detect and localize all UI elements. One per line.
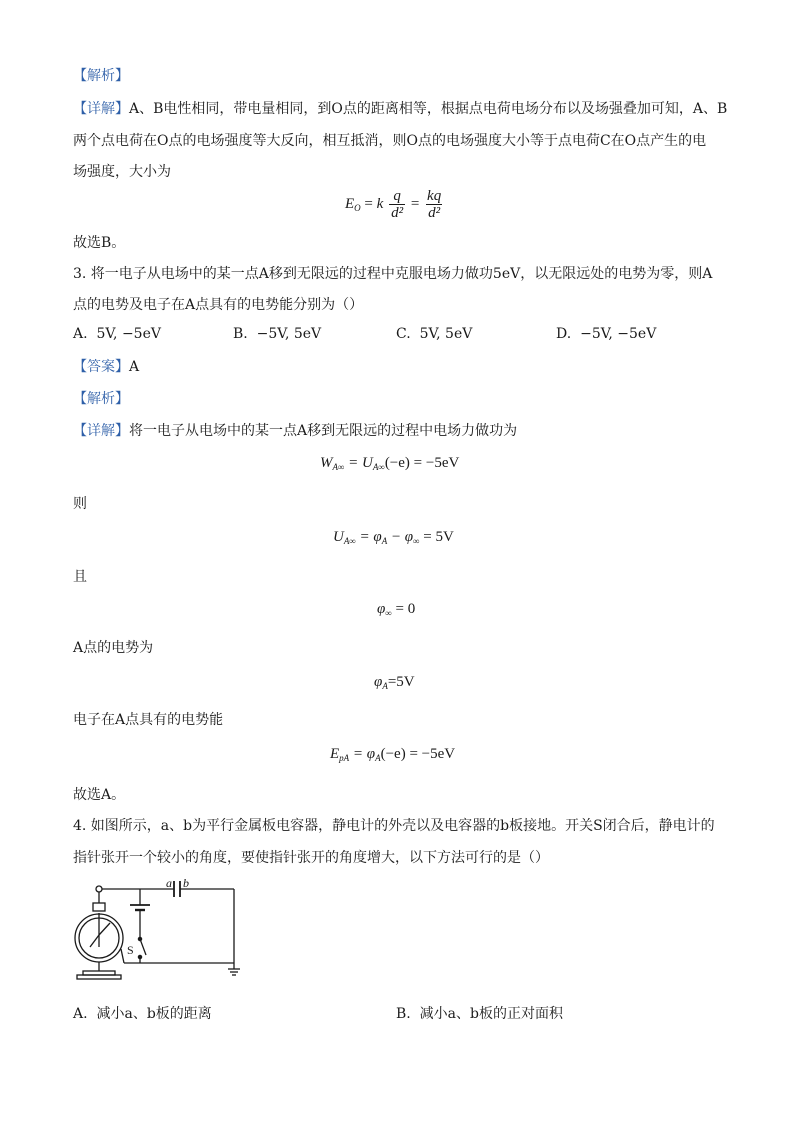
analysis-tag: 【解析】 bbox=[73, 68, 129, 84]
formula-rhs: (−e) = −5eV bbox=[384, 455, 460, 471]
formula-symbol: = φ bbox=[359, 529, 382, 545]
detail-tag: 【详解】 bbox=[73, 423, 129, 439]
formula-symbol: φ bbox=[374, 674, 383, 690]
formula-symbol: φ bbox=[377, 601, 386, 617]
option-text: 减小a、b板的正对面积 bbox=[419, 1006, 563, 1022]
terminal-ball bbox=[96, 886, 102, 892]
detail-text: 将一电子从电场中的某一点A移到无限远的过程中电场力做功为 bbox=[129, 423, 518, 439]
detail-tag: 【详解】 bbox=[73, 101, 129, 117]
formula-rhs: (−e) = −5eV bbox=[380, 746, 456, 762]
label-a: a bbox=[166, 876, 172, 890]
formula-subscript: A bbox=[381, 536, 388, 546]
option-text: −5V, −5eV bbox=[580, 326, 657, 342]
formula-subscript: ∞ bbox=[413, 536, 420, 546]
formula-symbol: k bbox=[376, 195, 384, 212]
formula-operator: = bbox=[410, 195, 420, 212]
electroscope-needle bbox=[99, 923, 110, 935]
formula-symbol: − φ bbox=[387, 529, 414, 545]
electroscope-insulator bbox=[93, 903, 105, 911]
option-text: −5V, 5eV bbox=[256, 326, 322, 342]
option-label: B. bbox=[396, 1006, 411, 1022]
option-c bbox=[396, 326, 472, 342]
fraction-denominator: d² bbox=[391, 205, 404, 221]
option-label: A. bbox=[73, 1006, 88, 1022]
detail-text: 场强度，大小为 bbox=[73, 164, 171, 180]
formula-subscript: ∞ bbox=[385, 608, 392, 618]
electroscope-needle bbox=[90, 935, 99, 947]
option-text: 5V, −5eV bbox=[96, 326, 161, 342]
fraction bbox=[389, 188, 405, 221]
formula-operator: = bbox=[364, 195, 373, 212]
answer-tag: 【答案】 bbox=[73, 359, 129, 375]
formula-subscript: A bbox=[382, 681, 388, 691]
question-stem: 点的电势及电子在A点具有的电势能分别为（） bbox=[73, 297, 364, 313]
option-label: A. bbox=[73, 326, 88, 342]
question-stem: 4. 如图所示，a、b为平行金属板电容器，静电计的外壳以及电容器的b板接地。开关S闭合后，静电计的 bbox=[73, 818, 715, 834]
analysis-tag: 【解析】 bbox=[73, 391, 129, 407]
fraction-numerator: q bbox=[393, 188, 401, 204]
formula-symbol: U bbox=[333, 529, 344, 545]
potential-energy-equation bbox=[330, 746, 455, 763]
fraction bbox=[425, 188, 443, 221]
fraction-numerator: kq bbox=[427, 188, 442, 204]
label-s: S bbox=[127, 943, 134, 957]
formula-rhs: = 0 bbox=[391, 601, 416, 617]
answer-line bbox=[73, 357, 139, 377]
detail-text: 两个点电荷在O点的电场强度等大反向，相互抵消，则O点的电场强度大小等于点电荷C在O点产生的电 bbox=[73, 133, 707, 149]
detail-text: A、B电性相同，带电量相同，到O点的距离相等，根据点电荷电场分布以及场强叠加可知，A、B bbox=[129, 101, 728, 117]
formula-rhs: = 5V bbox=[419, 529, 454, 545]
formula-symbol: E bbox=[345, 195, 355, 212]
option-d bbox=[556, 326, 656, 342]
option-text: 减小a、b板的距离 bbox=[96, 1006, 212, 1022]
option-a bbox=[73, 326, 161, 342]
formula-subscript: A∞ bbox=[332, 462, 345, 472]
option-label: C. bbox=[396, 326, 411, 342]
option-text: 5V, 5eV bbox=[419, 326, 473, 342]
field-strength-formula bbox=[345, 188, 445, 221]
option-label: B. bbox=[233, 326, 248, 342]
formula-subscript: A∞ bbox=[343, 536, 356, 546]
potential-difference-equation bbox=[333, 529, 454, 546]
formula-subscript: pA bbox=[339, 753, 350, 763]
work-equation bbox=[320, 455, 459, 472]
detail-paragraph-line bbox=[73, 421, 517, 441]
connective-text: 则 bbox=[73, 496, 87, 512]
formula-subscript: O bbox=[354, 202, 361, 213]
detail-text: 电子在A点具有的电势能 bbox=[73, 712, 224, 728]
electroscope-base bbox=[77, 975, 121, 979]
choice-conclusion: 故选A。 bbox=[73, 787, 126, 803]
fraction-denominator: d² bbox=[428, 205, 441, 221]
detail-text: A点的电势为 bbox=[73, 640, 154, 656]
question-stem: 指针张开一个较小的角度，要使指针张开的角度增大，以下方法可行的是（） bbox=[73, 850, 549, 866]
option-label: D. bbox=[556, 326, 572, 342]
infinity-potential-equation bbox=[377, 601, 415, 618]
option-b bbox=[233, 326, 321, 342]
formula-subscript: A∞ bbox=[372, 462, 385, 472]
option-b bbox=[396, 1003, 563, 1023]
formula-symbol: W bbox=[320, 455, 333, 471]
point-potential-equation bbox=[374, 674, 415, 691]
wire bbox=[121, 949, 124, 963]
question-stem: 3. 将一电子从电场中的某一点A移到无限远的过程中克服电场力做功5eV，以无限远处的电势为零，则A bbox=[73, 266, 713, 282]
option-a bbox=[73, 1003, 212, 1023]
switch-blade bbox=[140, 939, 146, 955]
detail-paragraph-line bbox=[73, 99, 727, 119]
label-b: b bbox=[183, 876, 189, 890]
formula-symbol: = φ bbox=[352, 746, 376, 762]
formula-symbol: = U bbox=[348, 455, 373, 471]
connective-text: 且 bbox=[73, 569, 87, 585]
formula-rhs: =5V bbox=[387, 674, 415, 690]
formula-subscript: A bbox=[375, 753, 381, 763]
formula-symbol: E bbox=[330, 746, 340, 762]
choice-conclusion: 故选B。 bbox=[73, 235, 126, 251]
circuit-diagram bbox=[68, 875, 248, 985]
answer-value: A bbox=[129, 359, 140, 375]
